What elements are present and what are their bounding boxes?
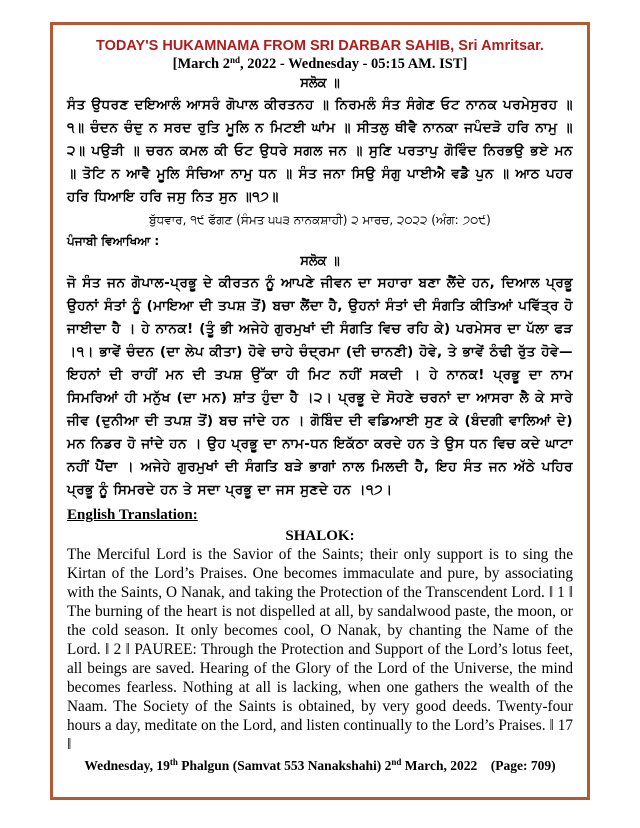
footer-prefix: Wednesday, 19: [84, 758, 170, 773]
english-shalok-heading: SHALOK:: [285, 528, 355, 544]
date-prefix: [March 2: [172, 56, 230, 72]
gurmukhi-dateline: ਬੁੱਧਵਾਰ, ੧੯ ਫੱਗਣ (ਸੰਮਤ ੫੫੩ ਨਾਨਕਸ਼ਾਹੀ) ੨ ਮਾਰਚ, ੨੦੨੨ (ਅੰਗ: ੭੦੯): [149, 213, 491, 227]
vyakhia-heading: ਸਲੋਕ ॥: [300, 254, 340, 269]
date-suffix: nd: [229, 55, 240, 65]
footer-date-line: [67, 757, 573, 775]
date-rest: , 2022 - Wednesday - 05:15 AM. IST]: [240, 56, 468, 72]
hukamnama-frame: [50, 22, 590, 800]
punjabi-vyakhia-text: ਜੋ ਸੰਤ ਜਨ ਗੋਪਾਲ-ਪ੍ਰਭੂ ਦੇ ਕੀਰਤਨ ਨੂੰ ਆਪਣੇ ਜੀਵਨ ਦਾ ਸਹਾਰਾ ਬਣਾ ਲੈਂਦੇ ਹਨ, ਦਿਆਲ ਪ੍ਰਭੂ ਉਹਨਾਂ ਸੰਤਾਂ ਨੂੰ (ਮਾਇਆ ਦੀ ਤਪਸ਼ ਤੋਂ) ਬਚਾ ਲੈਂਦਾ ਹੈ, ਉਹਨਾਂ ਸੰਤਾਂ ਦੀ ਸੰਗਤਿ ਕੀਤਿਆਂ ਪਵਿੱਤ੍ਰ ਹੋ ਜਾਈਦਾ ਹੈ । ਹੇ ਨਾਨਕ! (ਤੂੰ ਭੀ ਅਜੇਹੇ ਗੁਰਮੁਖਾਂ ਦੀ ਸੰਗਤਿ ਵਿਚ ਰਹਿ ਕੇ) ਪਰਮੇਸਰ ਦਾ ਪੱਲਾ ਫੜ ।੧। ਭਾਵੇਂ ਚੰਦਨ (ਦਾ ਲੇਪ ਕੀਤਾ) ਹੋਵੇ ਚਾਹੇ ਚੰਦ੍ਰਮਾ (ਦੀ ਚਾਨਣੀ) ਹੋਵੇ, ਤੇ ਭਾਵੇਂ ਠੰਢੀ ਰੁੱਤ ਹੋਵੇ—ਇਹਨਾਂ ਦੀ ਰਾਹੀਂ ਮਨ ਦੀ ਤਪਸ਼ ਉੱਕਾ ਹੀ ਮਿਟ ਨਹੀਂ ਸਕਦੀ । ਹੇ ਨਾਨਕ! ਪ੍ਰਭੂ ਦਾ ਨਾਮ ਸਿਮਰਿਆਂ ਹੀ ਮਨੁੱਖ (ਦਾ ਮਨ) ਸ਼ਾਂਤ ਹੁੰਦਾ ਹੈ ।੨। ਪ੍ਰਭੂ ਦੇ ਸੋਹਣੇ ਚਰਨਾਂ ਦਾ ਆਸਰਾ ਲੈ ਕੇ ਸਾਰੇ ਜੀਵ (ਦੁਨੀਆ ਦੀ ਤਪਸ਼ ਤੋਂ) ਬਚ ਜਾਂਦੇ ਹਨ । ਗੋਬਿੰਦ ਦੀ ਵਡਿਆਈ ਸੁਣ ਕੇ (ਬੰਦਗੀ ਵਾਲਿਆਂ ਦੇ) ਮਨ ਨਿਡਰ ਹੋ ਜਾਂਦੇ ਹਨ । ਉਹ ਪ੍ਰਭੂ ਦਾ ਨਾਮ-ਧਨ ਇਕੱਠਾ ਕਰਦੇ ਹਨ ਤੇ ਉਸ ਧਨ ਵਿਚ ਕਦੇ ਘਾਟਾ ਨਹੀਂ ਪੈਂਦਾ । ਅਜੇਹੇ ਗੁਰਮੁਖਾਂ ਦੀ ਸੰਗਤਿ ਬੜੇ ਭਾਗਾਂ ਨਾਲ ਮਿਲਦੀ ਹੈ, ਇਹ ਸੰਤ ਜਨ ਅੱਠੇ ਪਹਿਰ ਪ੍ਰਭੂ ਨੂੰ ਸਿਮਰਦੇ ਹਨ ਤੇ ਸਦਾ ਪ੍ਰਭੂ ਦਾ ਜਸ ਸੁਣਦੇ ਹਨ ।੧੭।: [67, 275, 573, 498]
hukamnama-content: [67, 37, 573, 775]
page-title: TODAY'S HUKAMNAMA FROM SRI DARBAR SAHIB, Sri Amritsar.: [96, 38, 544, 54]
english-translation-text: The Merciful Lord is the Savior of the Saints; their only support is to sing the Kirtan of the Lord’s Praises. One becomes immaculate and pure, by associating with the Saints, O Nanak, and taking the Protection of the Transcendent Lord. ‖ 1 ‖ The burning of the heart is not dispelled at all, by sandalwood paste, the moon, or the cold season. It only becomes cool, O Nanak, by chanting the Name of the Lord. ‖ 2 ‖ PAUREE: Through the Protection and Support of the Lord’s lotus feet, all beings are saved. Hearing of the Glory of the Lord of the Universe, the mind becomes fearless. Nothing at all is lacking, when one gathers the wealth of the Naam. The Society of the Saints is obtained, by very good deeds. Twenty-four hours a day, meditate on the Lord, and listen continually to the Lord’s Praises. ‖ 17 ‖: [67, 546, 573, 753]
footer-suffix: March, 2022: [401, 758, 478, 773]
gurbani-text: ਸੰਤ ਉਧਰਣ ਦਇਆਲੰ ਆਸਰੰ ਗੋਪਾਲ ਕੀਰਤਨਹ ॥ ਨਿਰਮਲੰ ਸੰਤ ਸੰਗੇਣ ਓਟ ਨਾਨਕ ਪਰਮੇਸੁਰਹ ॥੧॥ ਚੰਦਨ ਚੰਦੁ ਨ ਸਰਦ ਰੁਤਿ ਮੂਲਿ ਨ ਮਿਟਈ ਘਾਂਮ ॥ ਸੀਤਲੁ ਥੀਵੈ ਨਾਨਕਾ ਜਪੰਦੜੋ ਹਰਿ ਨਾਮੁ ॥੨॥ ਪਉੜੀ ॥ ਚਰਨ ਕਮਲ ਕੀ ਓਟ ਉਧਰੇ ਸਗਲ ਜਨ ॥ ਸੁਣਿ ਪਰਤਾਪੁ ਗੋਵਿੰਦ ਨਿਰਭਉ ਭਏ ਮਨ ॥ ਤੋਟਿ ਨ ਆਵੈ ਮੂਲਿ ਸੰਚਿਆ ਨਾਮੁ ਧਨ ॥ ਸੰਤ ਜਨਾ ਸਿਉ ਸੰਗੁ ਪਾਈਐ ਵਡੈ ਪੁਨ ॥ ਆਠ ਪਹਰ ਹਰਿ ਧਿਆਇ ਹਰਿ ਜਸੁ ਨਿਤ ਸੁਨ ॥੧੭॥: [67, 97, 573, 205]
footer-sup-th: th: [169, 757, 178, 767]
footer-sup-nd: nd: [391, 757, 402, 767]
page-number: (Page: 709): [490, 758, 556, 773]
date-time-line: [67, 55, 573, 73]
gurbani-heading: ਸਲੋਕ ॥: [300, 76, 340, 91]
footer-middle: Phalgun (Samvat 553 Nanakshahi) 2: [177, 758, 392, 773]
english-translation-label: English Translation:: [67, 507, 198, 523]
punjabi-vyakhia-label: ਪੰਜਾਬੀ ਵਿਆਖਿਆ :: [67, 234, 160, 248]
